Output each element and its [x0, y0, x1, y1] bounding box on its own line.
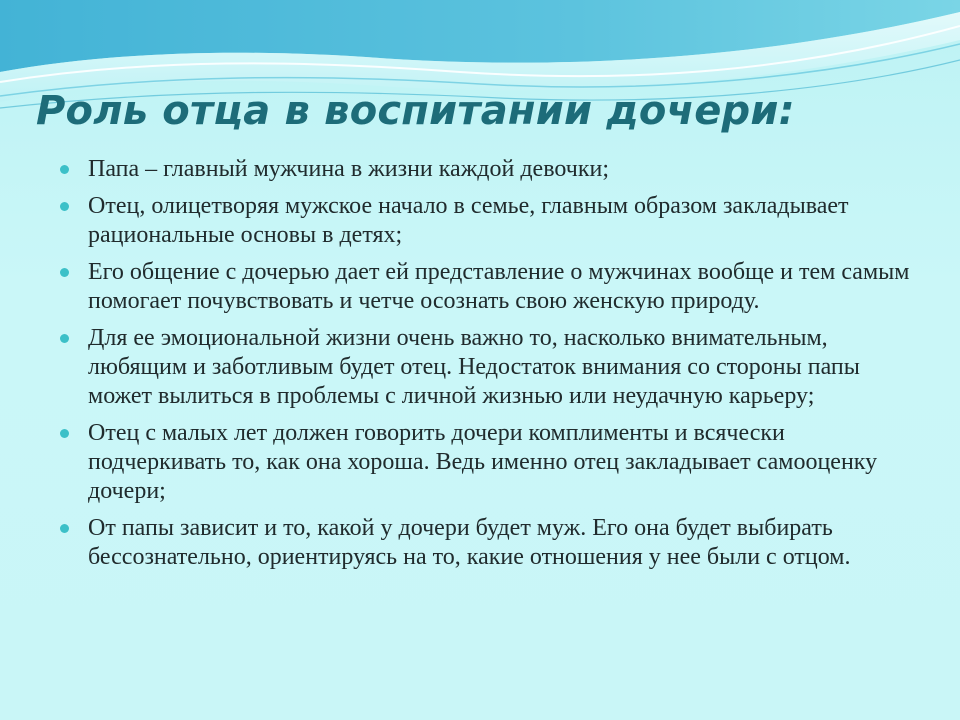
bullet-text: Папа – главный мужчина в жизни каждой девочки;: [88, 156, 609, 182]
slide-title: Роль отца в воспитании дочери:: [36, 88, 795, 134]
bullet-item: [58, 155, 918, 184]
bullet-dot-icon: [60, 268, 69, 277]
bullet-dot-icon: [60, 165, 69, 174]
bullet-item: [58, 324, 918, 411]
bullet-item: [58, 258, 918, 316]
bullet-item: [58, 514, 918, 572]
bullet-dot-icon: [60, 524, 69, 533]
bullet-text: Отец с малых лет должен говорить дочери комплименты и всячески подчеркивать то, как она хороша. Ведь именно отец закладывает самооценку дочери;: [88, 420, 878, 504]
bullet-dot-icon: [60, 334, 69, 343]
bullet-text: Его общение с дочерью дает ей представление о мужчинах вообще и тем самым помогает почувствовать и четче осознать свою женскую природу.: [88, 259, 910, 314]
bullet-text: Для ее эмоциональной жизни очень важно то, насколько внимательным, любящим и заботливым будет отец. Недостаток внимания со стороны папы может вылиться в проблемы с личной жизнью или неудачную карьеру;: [88, 325, 860, 409]
bullet-dot-icon: [60, 202, 69, 211]
bullet-item: [58, 419, 918, 506]
bullet-text: От папы зависит и то, какой у дочери будет муж. Его она будет выбирать бессознательно, ориентируясь на то, какие отношения у нее были с отцом.: [88, 515, 851, 570]
bullet-item: [58, 192, 918, 250]
bullet-list: [58, 155, 918, 580]
bullet-dot-icon: [60, 429, 69, 438]
bullet-text: Отец, олицетворяя мужское начало в семье, главным образом закладывает рациональные основы в детях;: [88, 193, 849, 248]
